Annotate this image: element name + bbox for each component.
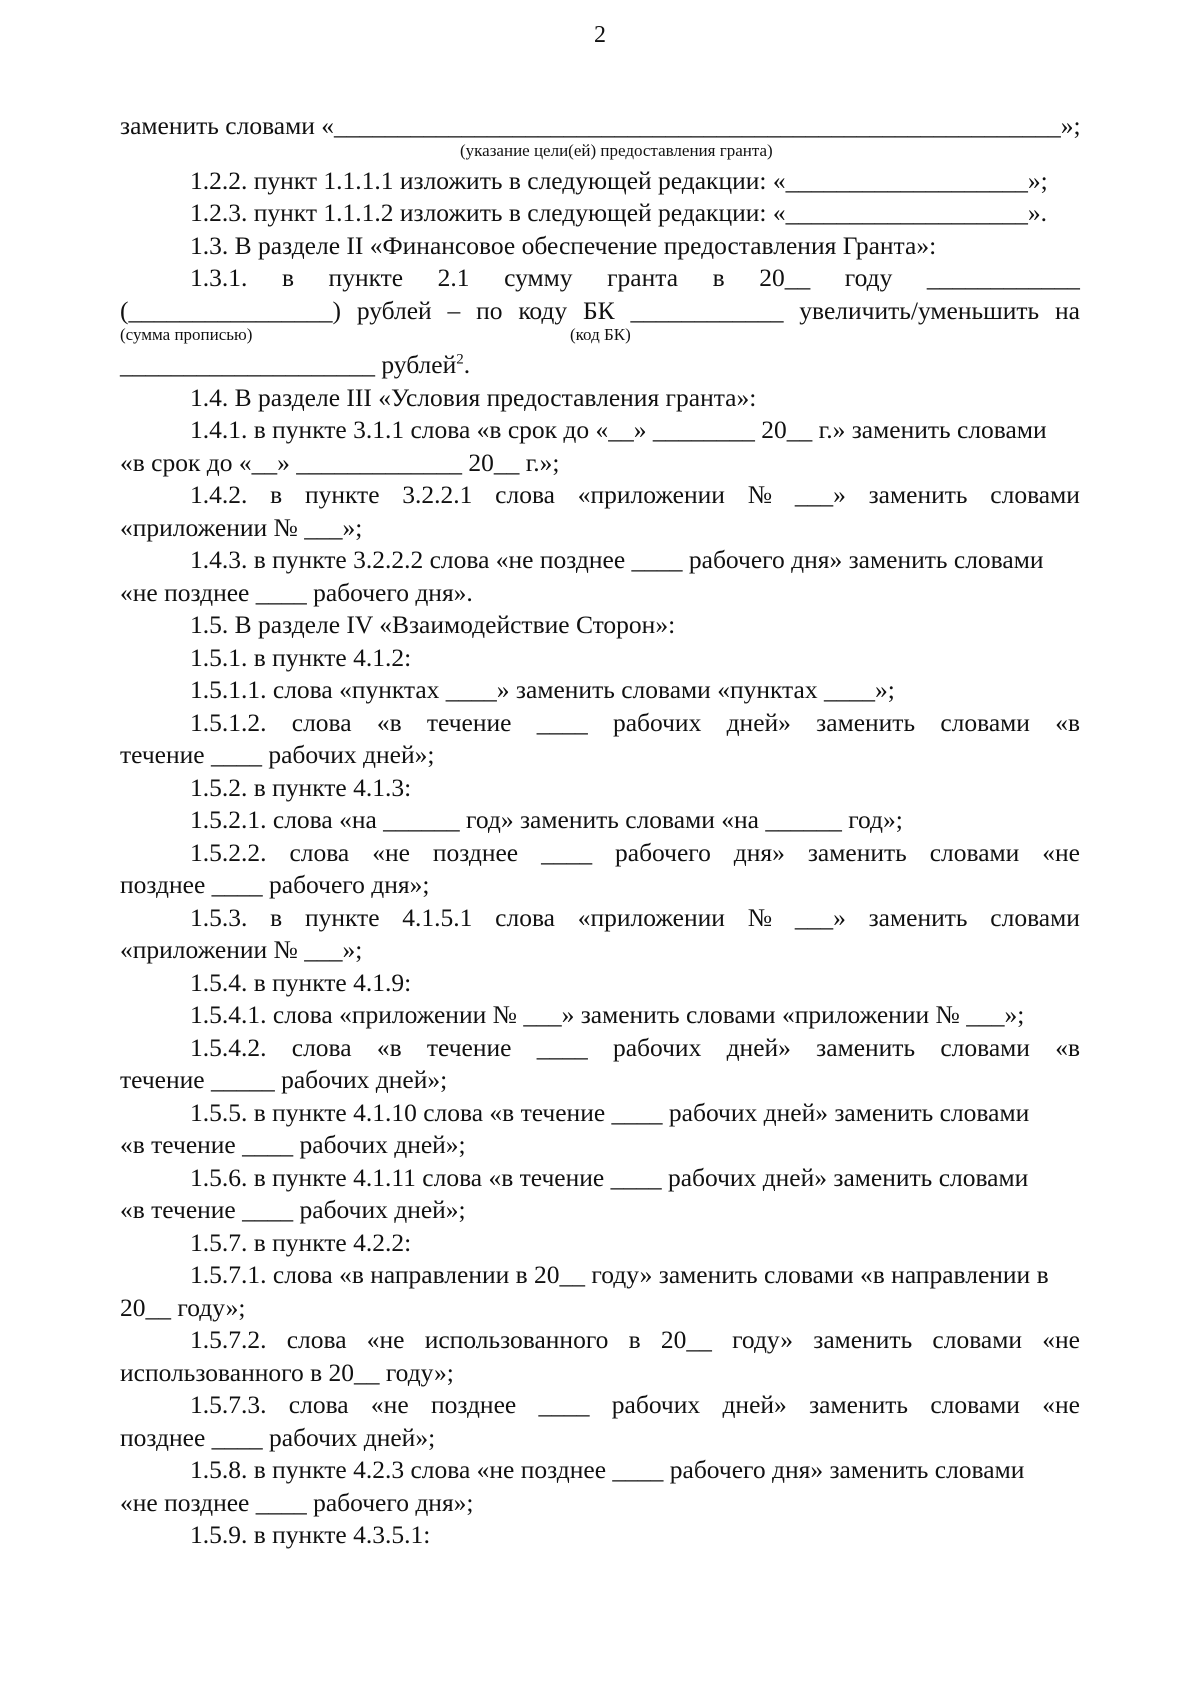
- word: 3.2.2.1: [402, 480, 473, 509]
- word: 1.3.1.: [190, 263, 248, 292]
- word: слова: [495, 480, 555, 509]
- word: «приложении: [577, 480, 725, 509]
- text-fragment: .: [463, 350, 471, 379]
- caption-row: [120, 140, 1080, 165]
- text-fragment: ____________________ рублей: [120, 350, 457, 379]
- word: заменить: [807, 837, 907, 867]
- word: году»: [732, 1325, 794, 1354]
- word: в: [281, 263, 294, 292]
- section-heading: 1.4. В разделе III «Условия предоставления гранта»:: [190, 382, 757, 412]
- text-line: течение ____ рабочих дней»;: [120, 740, 435, 769]
- text-line: позднее ____ рабочего дня»;: [120, 870, 430, 899]
- word: заменить: [816, 1032, 916, 1062]
- word: (________________): [120, 295, 341, 325]
- justified-line: [120, 295, 1080, 328]
- text-line: 1.2.3. пункт 1.1.1.2 изложить в следующей редакции: «___________________».: [190, 198, 1047, 227]
- text-line: «приложении № ___»;: [120, 512, 363, 542]
- word: на: [1054, 295, 1080, 325]
- word: «не: [370, 1390, 409, 1419]
- word: дней»: [722, 1390, 787, 1419]
- word: 20__: [660, 1325, 712, 1354]
- word: слова: [291, 707, 352, 737]
- word: «не: [1042, 1390, 1080, 1419]
- word: №: [747, 480, 773, 509]
- word: слова: [495, 902, 555, 932]
- word: «не: [1042, 1325, 1080, 1354]
- word: 20__: [759, 263, 811, 292]
- word: БК: [582, 295, 615, 325]
- text-line: 1.5.8. в пункте 4.2.3 слова «не позднее ____ рабочего дня» заменить словами: [190, 1455, 1025, 1484]
- word: словами: [940, 1032, 1030, 1062]
- word: ___»: [794, 902, 846, 932]
- word: словами: [940, 707, 1030, 737]
- word: словами: [990, 902, 1080, 932]
- text-line: 1.5.1.1. слова «пунктах ____» заменить словами «пунктах ____»;: [190, 675, 895, 704]
- word: гранта: [607, 263, 679, 292]
- text-line: «в течение ____ рабочих дней»;: [120, 1130, 466, 1159]
- word: 1.5.1.2.: [190, 707, 267, 737]
- word: дней»: [726, 707, 791, 737]
- footnote-marker: 2: [456, 351, 464, 368]
- word: увеличить/уменьшить: [799, 295, 1040, 325]
- word: слова: [291, 1032, 352, 1062]
- word: 2.1: [437, 263, 470, 292]
- text-line: 1.4.1. в пункте 3.1.1 слова «в срок до «__» ________ 20__ г.» заменить словами: [190, 415, 1047, 444]
- word: по: [476, 295, 503, 325]
- word: ____: [538, 1390, 590, 1419]
- caption-kbk: (код БК): [570, 325, 631, 344]
- word: рабочих: [612, 1032, 702, 1062]
- text-line: 1.5.4.1. слова «приложении № ___» заменить словами «приложении № ___»;: [190, 1000, 1025, 1029]
- word: «в: [376, 707, 402, 737]
- justified-line: [120, 1389, 1080, 1422]
- text-line: 1.4.3. в пункте 3.2.2.2 слова «не позднее ____ рабочего дня» заменить словами: [190, 545, 1044, 574]
- word: слова: [286, 1325, 347, 1354]
- word: ___»: [794, 480, 846, 509]
- text-line: 1.5.5. в пункте 4.1.10 слова «в течение ____ рабочих дней» заменить словами: [190, 1097, 1030, 1127]
- word: позднее: [430, 1390, 517, 1419]
- word: словами: [932, 1325, 1023, 1354]
- text-line: 1.5.4. в пункте 4.1.9:: [190, 967, 412, 997]
- text-line: 20__ году»;: [120, 1292, 246, 1322]
- text-line: 1.5.2. в пункте 4.1.3:: [190, 772, 412, 802]
- text-line: 1.2.2. пункт 1.1.1.1 изложить в следующей редакции: «___________________»;: [190, 165, 1048, 195]
- word: –: [447, 295, 461, 325]
- text-line: «не позднее ____ рабочего дня».: [120, 577, 473, 607]
- justified-line: [120, 837, 1080, 870]
- word: рублей: [356, 295, 432, 325]
- text-line: течение _____ рабочих дней»;: [120, 1065, 448, 1094]
- word: 1.5.3.: [190, 902, 248, 932]
- word: 4.1.5.1: [402, 902, 473, 932]
- word: 1.5.4.2.: [190, 1032, 267, 1062]
- justified-line: [120, 1032, 1080, 1065]
- word: пункте: [304, 480, 380, 509]
- document-body: [120, 110, 1080, 1552]
- word: слова: [289, 837, 350, 867]
- word: 1.5.2.2.: [190, 837, 267, 867]
- caption-sum: (сумма прописью): [120, 325, 253, 344]
- page-number: 2: [594, 22, 606, 48]
- word: ____: [541, 837, 593, 867]
- word: «в: [1055, 1032, 1080, 1062]
- word: пункте: [304, 902, 380, 932]
- word: году: [844, 263, 893, 292]
- section-heading: 1.3. В разделе II «Финансовое обеспечение предоставления Гранта»:: [190, 230, 937, 260]
- text-line: позднее ____ рабочих дней»;: [120, 1422, 436, 1452]
- word: ____: [536, 1032, 588, 1062]
- text-line: «в течение ____ рабочих дней»;: [120, 1195, 466, 1224]
- text-line: «приложении № ___»;: [120, 935, 363, 964]
- justified-line: [120, 479, 1080, 512]
- text-line: 1.5.6. в пункте 4.1.11 слова «в течение ____ рабочих дней» заменить словами: [190, 1162, 1029, 1192]
- text-line: 1.5.2.1. слова «на ______ год» заменить словами «на ______ год»;: [190, 805, 903, 834]
- text-line: 1.5.9. в пункте 4.3.5.1:: [190, 1520, 431, 1549]
- text-line: «в срок до «__» _____________ 20__ г.»;: [120, 447, 560, 477]
- word: ____: [536, 707, 588, 737]
- word: дней»: [726, 1032, 791, 1062]
- text-line: [120, 349, 1080, 382]
- word: коду: [518, 295, 568, 325]
- text-line: 1.5.7. в пункте 4.2.2:: [190, 1227, 412, 1257]
- caption-purpose: (указание цели(ей) предоставления гранта): [460, 140, 773, 160]
- word: заменить: [868, 480, 968, 509]
- justified-line: [120, 262, 1080, 295]
- word: рабочих: [612, 707, 702, 737]
- word: позднее: [432, 837, 519, 867]
- text-line: 1.5.1. в пункте 4.1.2:: [190, 642, 412, 672]
- word: пункте: [328, 263, 404, 292]
- word: рабочих: [611, 1390, 701, 1419]
- word: словами: [929, 837, 1020, 867]
- word: слова: [288, 1390, 349, 1419]
- justified-line: [120, 1324, 1080, 1357]
- word: в: [712, 263, 725, 292]
- word: 1.5.7.3.: [190, 1390, 267, 1419]
- word: №: [747, 902, 773, 932]
- justified-line: [120, 902, 1080, 935]
- word: заменить: [816, 707, 916, 737]
- word: в: [628, 1325, 641, 1354]
- word: 1.5.7.2.: [190, 1325, 267, 1354]
- word: «не: [1042, 837, 1080, 867]
- word: словами: [990, 480, 1080, 509]
- text-line: «не позднее ____ рабочего дня»;: [120, 1487, 474, 1517]
- word: заменить: [868, 902, 968, 932]
- word: 1.4.2.: [190, 480, 248, 509]
- word: заменить: [809, 1390, 909, 1419]
- word: дня»: [733, 837, 785, 867]
- word: использованного: [424, 1325, 609, 1354]
- word: «в: [1055, 707, 1080, 737]
- word: течение: [426, 1032, 512, 1062]
- text-line: использованного в 20__ году»;: [120, 1357, 454, 1387]
- word: рабочего: [615, 837, 711, 867]
- text-line: заменить словами «_________________________________________________________»;: [120, 111, 1081, 140]
- caption-row: [120, 327, 1080, 349]
- word: словами: [930, 1390, 1020, 1419]
- word: ____________: [630, 295, 784, 325]
- section-heading: 1.5. В разделе IV «Взаимодействие Сторон»:: [190, 610, 676, 639]
- text-line: 1.5.7.1. слова «в направлении в 20__ году» заменить словами «в направлении в: [190, 1260, 1049, 1289]
- word: ____________: [926, 263, 1080, 292]
- word: сумму: [504, 263, 573, 292]
- word: «не: [372, 837, 410, 867]
- word: «в: [376, 1032, 402, 1062]
- word: течение: [426, 707, 512, 737]
- word: в: [270, 480, 283, 509]
- word: «не: [366, 1325, 405, 1354]
- word: в: [270, 902, 283, 932]
- word: «приложении: [577, 902, 725, 932]
- justified-line: [120, 707, 1080, 740]
- word: заменить: [813, 1325, 913, 1354]
